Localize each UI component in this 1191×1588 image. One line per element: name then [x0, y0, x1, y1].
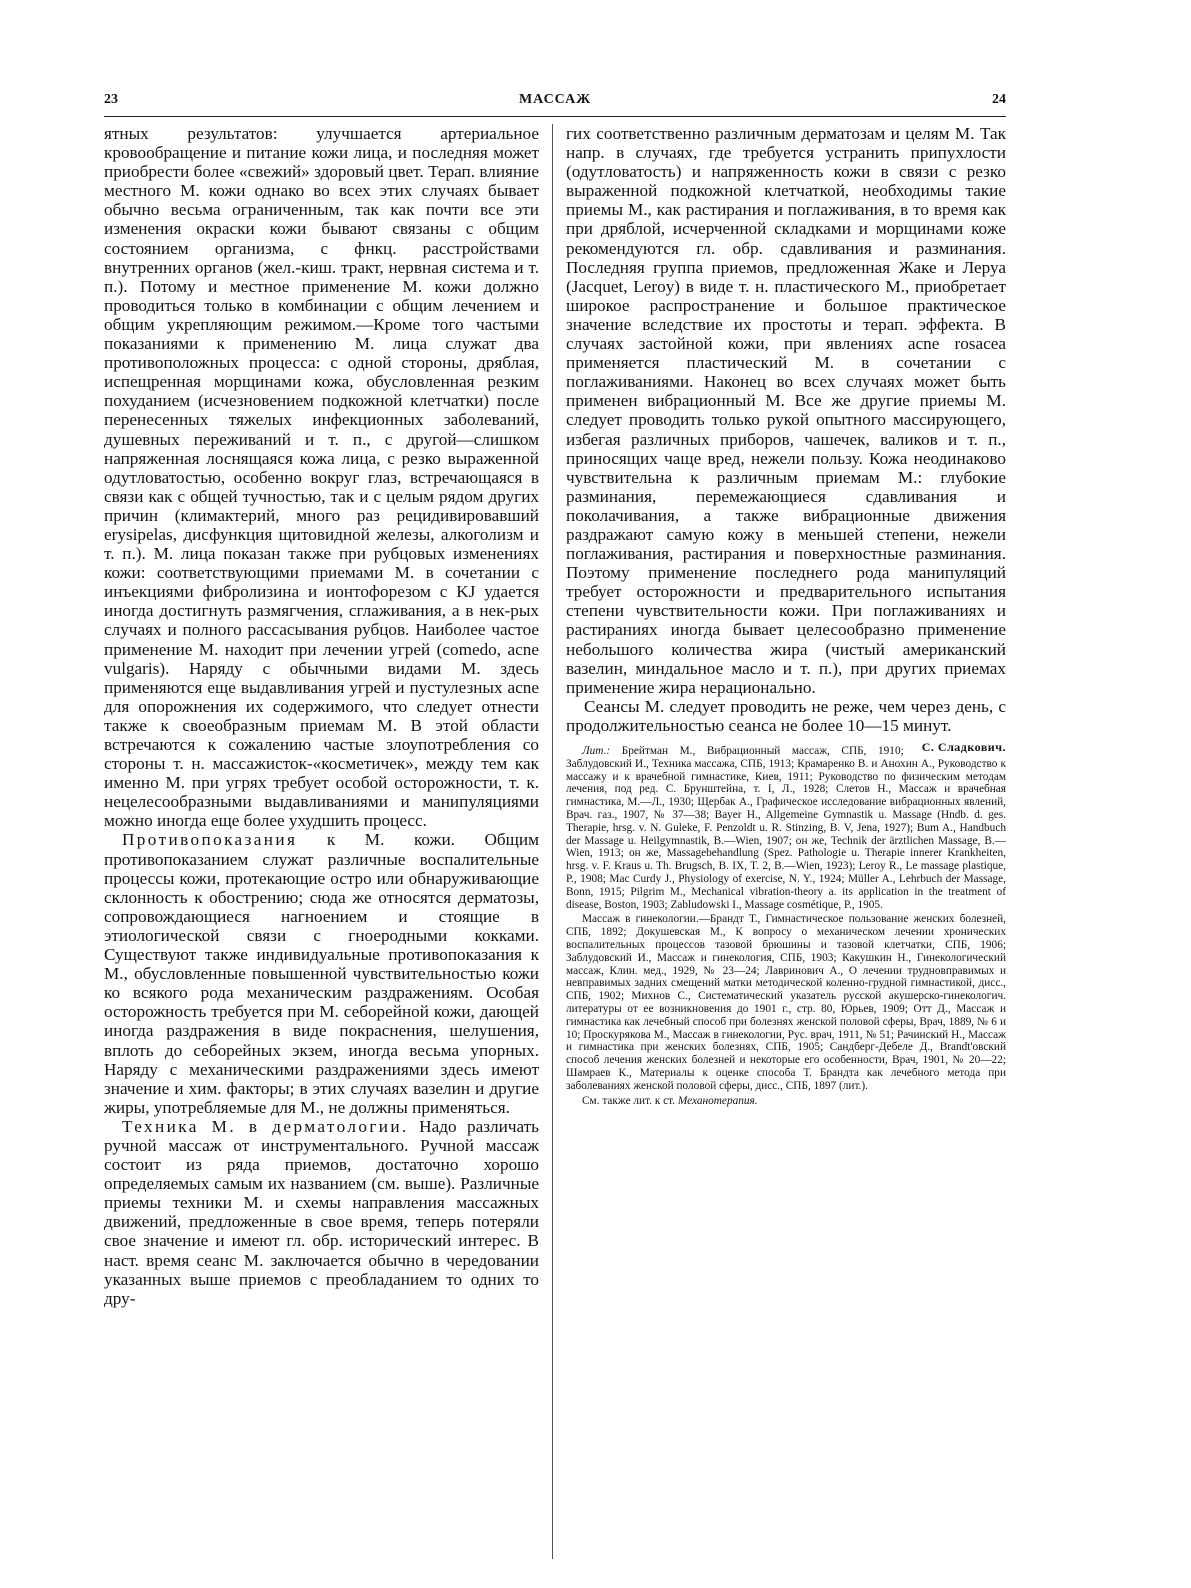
references-see-also — [566, 1095, 1006, 1108]
paragraph-technique-continued: гих соответственно различным дерматозам и целям М. Так напр. в случаях, где требуется устранить припухлости (одутловатость) и напряженность кожи в связи с резко выраженной подкожной клетчаткой, необходимы такие приемы М., как растирания и поглаживания, в то время как при дряблой, исчерченной складками и морщинами коже рекомендуются гл. обр. сдавливания и разминания. Последняя группа приемов, предложенная Жаке и Леруа (Jacquet, Leroy) в виде т. н. пластического М., приобретает широкое распространение и большое практическое значение вследствие их простоты и терап. эффекта. В случаях застойной кожи, при явлениях acne rosacea применяется пластический М. в сочетании с поглаживаниями. Наконец во всех случаях может быть применен вибрационный М. Все же другие приемы М. следует проводить только рукой опытного массирующего, избегая различных приборов, чашечек, валиков и т. п., приносящих чаще вред, нежели пользу. Кожа неодинаково чувствительна к различным приемам М.: глубокие разминания, перемежающиеся сдавливания и поколачивания, а также вибрационные движения раздражают самую кожу в меньшей степени, нежели поглаживания, растирания и поверхностные разминания. Поэтому применение последнего рода манипуляций требует осторожности и предварительного испытания степени чувствительности кожи. При поглаживаниях и растираниях иногда бывает целесообразно применение небольшого количества жира (чистый американский вазелин, миндальное масло и т. п.), при других приемах применение жира нерационально. — [566, 124, 1006, 697]
references-gynecology: Массаж в гинекологии.—Брандт Т., Гимнастическое пользование женских болезней, СПБ, 1892; Докушевская М., К вопросу о механическом лечении хронических воспалительных процессов тазовой брюшины и тазовой клетчатки, СПБ, 1906; Заблудовский И., Массаж и гинекология, СПБ, 1903; Какушкин Н., Гинекологический массаж, Клин. мед., 1929, № 23—24; Лавринович А., О лечении трудновправимых и невправимых задних смещений матки методической коленно-грудной гимнастикой, дисс., СПБ, 1902; Михнов С., Систематический указатель русской акушерско-гинекологич. литературы от ее возникновения до 1901 г., стр. 80, Юрьев, 1909; Отт Д., Массаж и гимнастика как лечебный способ при болезнях женской половой сферы, Врач, 1889, № 6 и 10; Проскурякова М., Массаж в гинекологии, Рус. врач, 1911, № 51; Рачинский Н., Массаж и гимнастика при женских болезнях, СПБ, 1905; Сандберг-Дебеле Д., Brandt'овский способ лечения женских болезней и некоторые его особенности, Врач, 1901, № 20—22; Шамраев К., Материалы к оценке способа Т. Брандта как лечебного метода при заболеваниях женской половой сферы, дисс., СПБ, 1897 (лит.). — [566, 913, 1006, 1092]
section-heading-technique: Техника М. в дерматологии. — [122, 1116, 409, 1136]
references-block — [566, 745, 1006, 1107]
see-also-link: Механотерапия. — [677, 1094, 758, 1107]
left-column — [104, 124, 539, 1564]
references-label: Лит.: — [582, 745, 611, 757]
technique-text: Надо различать ручной массаж от инструментального. Ручной массаж состоит из ряда приемов, достаточно хорошо определяемых самым их названием (см. выше). Различные приемы техники М. и схемы направления массажных движений, предложенные в свое время, теперь потеряли свое значение и имеют гл. обр. исторический интерес. В наст. время сеанс М. заключается обычно в чередовании указанных выше приемов с преобладанием то одних то дру- — [104, 1116, 539, 1308]
paragraph-face-massage-continued: ятных результатов: улучшается артериальное кровообращение и питание кожи лица, и последняя может приобрести более «свежий» здоровый цвет. Терап. влияние местного М. кожи однако во всех этих случаях бывает обычно весьма ограниченным, так как почти все эти изменения окраски кожи бывают связаны с общим состоянием организма, с фнкц. расстройствами внутренних органов (жел.-киш. тракт, нервная система и т. п.). Потому и местное применение М. кожи должно проводиться только в комбинации с общим лечением и общим укрепляющим режимом.—Кроме того частыми показаниями к применению М. лица служат два противоположных процесса: с одной стороны, дряблая, испещренная морщинами кожа, обусловленная резким похуданием (исчезновением подкожной клетчатки) после перенесенных тяжелых инфекционных заболеваний, душевных переживаний и т. п., с другой—слишком напряженная лоснящаяся кожа лица, с резко выраженной одутловатостью, особенно вокруг глаз, встречающаяся в связи как с общей тучностью, так и с целым рядом других причин (климактерий, много раз рецидивировавший erysipelas, дисфункция щитовидной железы, алкоголизм и т. п.). М. лица показан также при рубцовых изменениях кожи: соответствующими приемами М. в сочетании с инъекциями фибролизина и ионтофорезом с KJ удается иногда достигнуть размягчения, сглаживания, а в нек-рых случаях и полного рассасывания рубцов. Наиболее частое применение М. находит при лечении угрей (comedo, acne vulgaris). Наряду с обычными видами М. здесь применяются еще выдавливания угрей и пустулезных acne для опорожнения их содержимого, что следует отнести также к своеобразным приемам М. В этой области встречаются к сожалению частые злоупотребления со стороны т. н. массажисток-«косметичек», между тем как именно М. при угрях требует особой осторожности, т. к. нецелесообразными выдавливаниями и манипуляциями можно иногда еще более ухудшить процесс. — [104, 124, 539, 831]
running-header — [104, 92, 1006, 114]
header-rule — [104, 116, 1006, 117]
sessions-text: Сеансы М. следует проводить не реже, чем через день, с продолжительностью сеанса не более 10—15 минут. — [566, 696, 1006, 735]
paragraph-contraindications — [104, 830, 539, 1116]
page-number-left: 23 — [104, 92, 118, 107]
column-divider — [552, 124, 553, 1559]
page-number-right: 24 — [992, 92, 1006, 107]
author-signature: С. Сладкович. — [921, 740, 1006, 754]
section-heading-contraindications: Противопоказания — [122, 830, 298, 850]
contraindications-text: к М. кожи. Общим противопоказанием служат различные воспалительные процессы кожи, протекающие остро или обнаруживающие склонность к обострению; сюда же относятся дерматозы, сопровождающиеся нагноением и стоящие в этиологической связи с гноеродными кокками. Существуют также индивидуальные противопоказания к М., обусловленные повышенной чувствительностью кожи ко всякого рода механическим раздражениям. Особая осторожность требуется при М. себорейной кожи, дающей иногда раздражения в виде покраснения, шелушения, вплоть до себорейных экзем, иногда весьма упорных. Наряду с механическими раздражениями здесь имеют значение и хим. факторы; в этих случаях вазелин и другие жиры, употребляемые для М., не должны применяться. — [104, 830, 539, 1117]
paragraph-technique — [104, 1117, 539, 1308]
right-column — [566, 124, 1006, 1564]
running-title: МАССАЖ — [518, 92, 592, 107]
references-literature-text: Брейтман М., Вибрационный массаж, СПБ, 1910; Заблудовский И., Техника массажа, СПБ, 1913; Крамаренко В. и Анохин А., Руководство к массажу и к врачебной гимнастике, Киев, 1911; Руководство по физическим методам лечения, под ред. С. Брунштейна, т. I, Л., 1928; Слетов Н., Массаж и врачебная гимнастика, М.—Л., 1930; Щербак А., Графическое исследование вибрационных явлений, Врач. газ., 1907, № 37—38; Bayer H., Allgemeine Gymnastik u. Massage (Hndb. d. ges. Therapie, hrsg. v. N. Guleke, F. Penzoldt u. R. Stinzing, B. V, Jena, 1927); Bum A., Handbuch der Massage u. Heilgymnastik, B.—Wien, 1907; он же, Technik der ärztlichen Massage, B.—Wien, 1913; он же, Massagebehandlung (Spez. Pathologie u. Therapie innerer Krankheiten, hrsg. v. F. Kraus u. Th. Brugsch, B. IX, T. 2, B.—Wien, 1923); Leroy R., Le massage plastique, P., 1908; Mac Curdy J., Physiology of exercise, N. Y., 1924; Müller A., Lehrbuch der Massage, Bonn, 1915; Pilgrim M., Mechanical vibration-theory a. its application in the treatment of disease, Boston, 1903; Zabludowski I., Massage cosmétique, P., 1905. — [566, 745, 1006, 911]
references-literature — [566, 745, 1006, 911]
see-also-text: См. также лит. к ст. — [582, 1094, 678, 1107]
